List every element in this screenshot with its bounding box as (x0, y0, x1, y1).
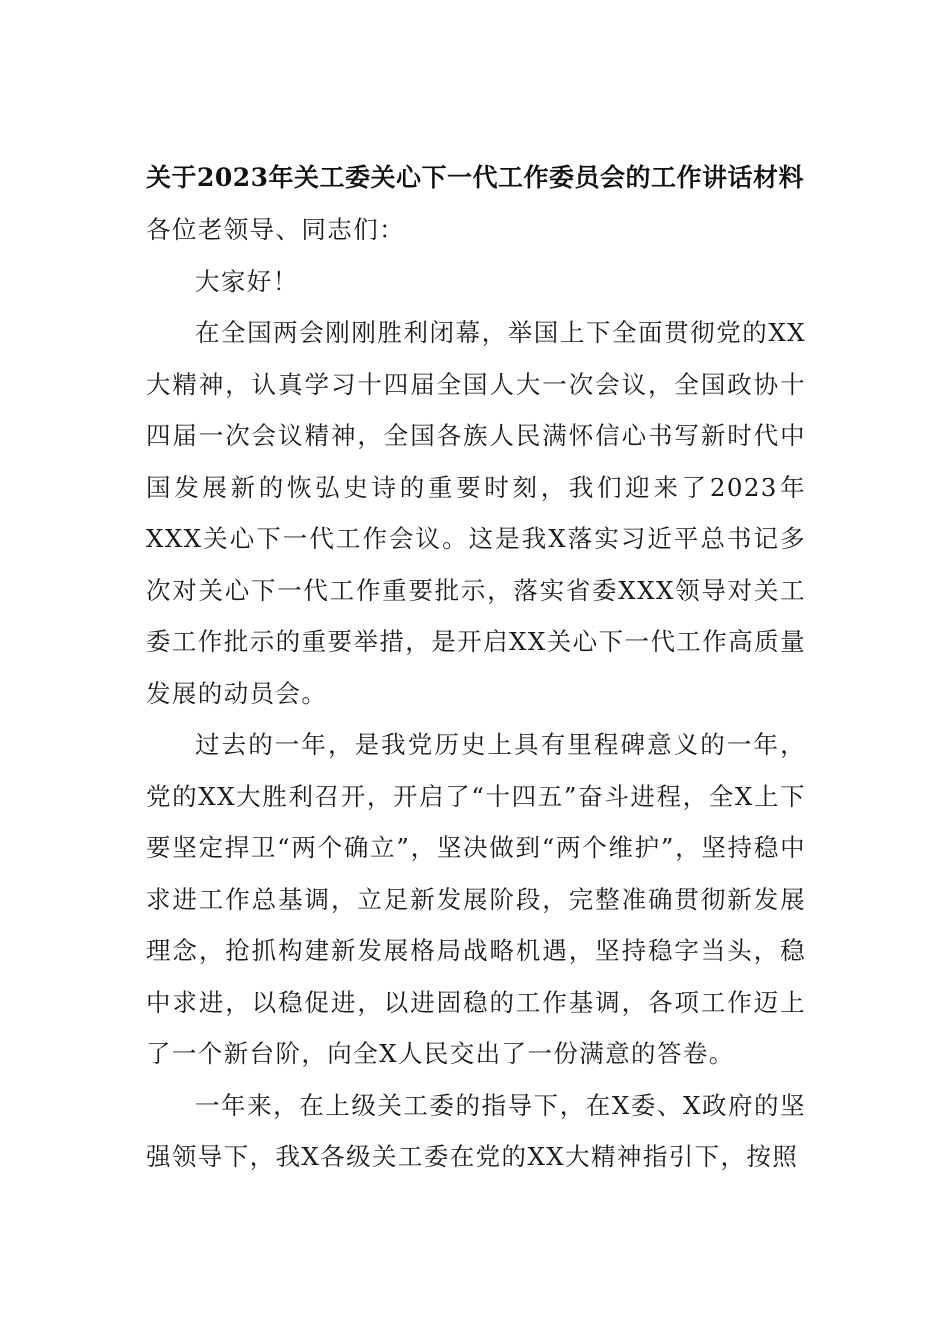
paragraph-opening: 在全国两会刚刚胜利闭幕，举国上下全面贯彻党的XX大精神，认真学习十四届全国人大一次会议，全国政协十四届一次会议精神，全国各族人民满怀信心书写新时代中国发展新的恢弘史诗的重要时刻，我们迎来了2023年XXX关心下一代工作会议。这是我X落实习近平总书记多次对关心下一代工作重要批示，落实省委XXX领导对关工委工作批示的重要举措，是开启XX关心下一代工作高质量发展的动员会。 (146, 318, 806, 708)
document-title: 关于2023年关工委关心下一代工作委员会的工作讲话材料 (145, 163, 805, 192)
paragraph-past-year: 过去的一年，是我党历史上具有里程碑意义的一年，党的XX大胜利召开，开启了“十四五”奋斗进程，全X上下要坚定捍卫“两个确立”，坚决做到“两个维护”，坚持稳中求进工作总基调，立足新发展阶段，完整准确贯彻新发展理念，抢抓构建新发展格局战略机遇，坚持稳字当头，稳中求进，以稳促进，以进固稳的工作基调，各项工作迈上了一个新台阶，向全X人民交出了一份满意的答卷。 (146, 730, 806, 1068)
salutation: 各位老领导、同志们： (146, 215, 405, 244)
paragraph-achievements: 一年来，在上级关工委的指导下，在X委、X政府的坚强领导下，我X各级关工委在党的XX大精神指引下，按照 (146, 1090, 806, 1171)
paragraph-greeting: 大家好！ (195, 266, 299, 296)
document-body (146, 204, 806, 1183)
